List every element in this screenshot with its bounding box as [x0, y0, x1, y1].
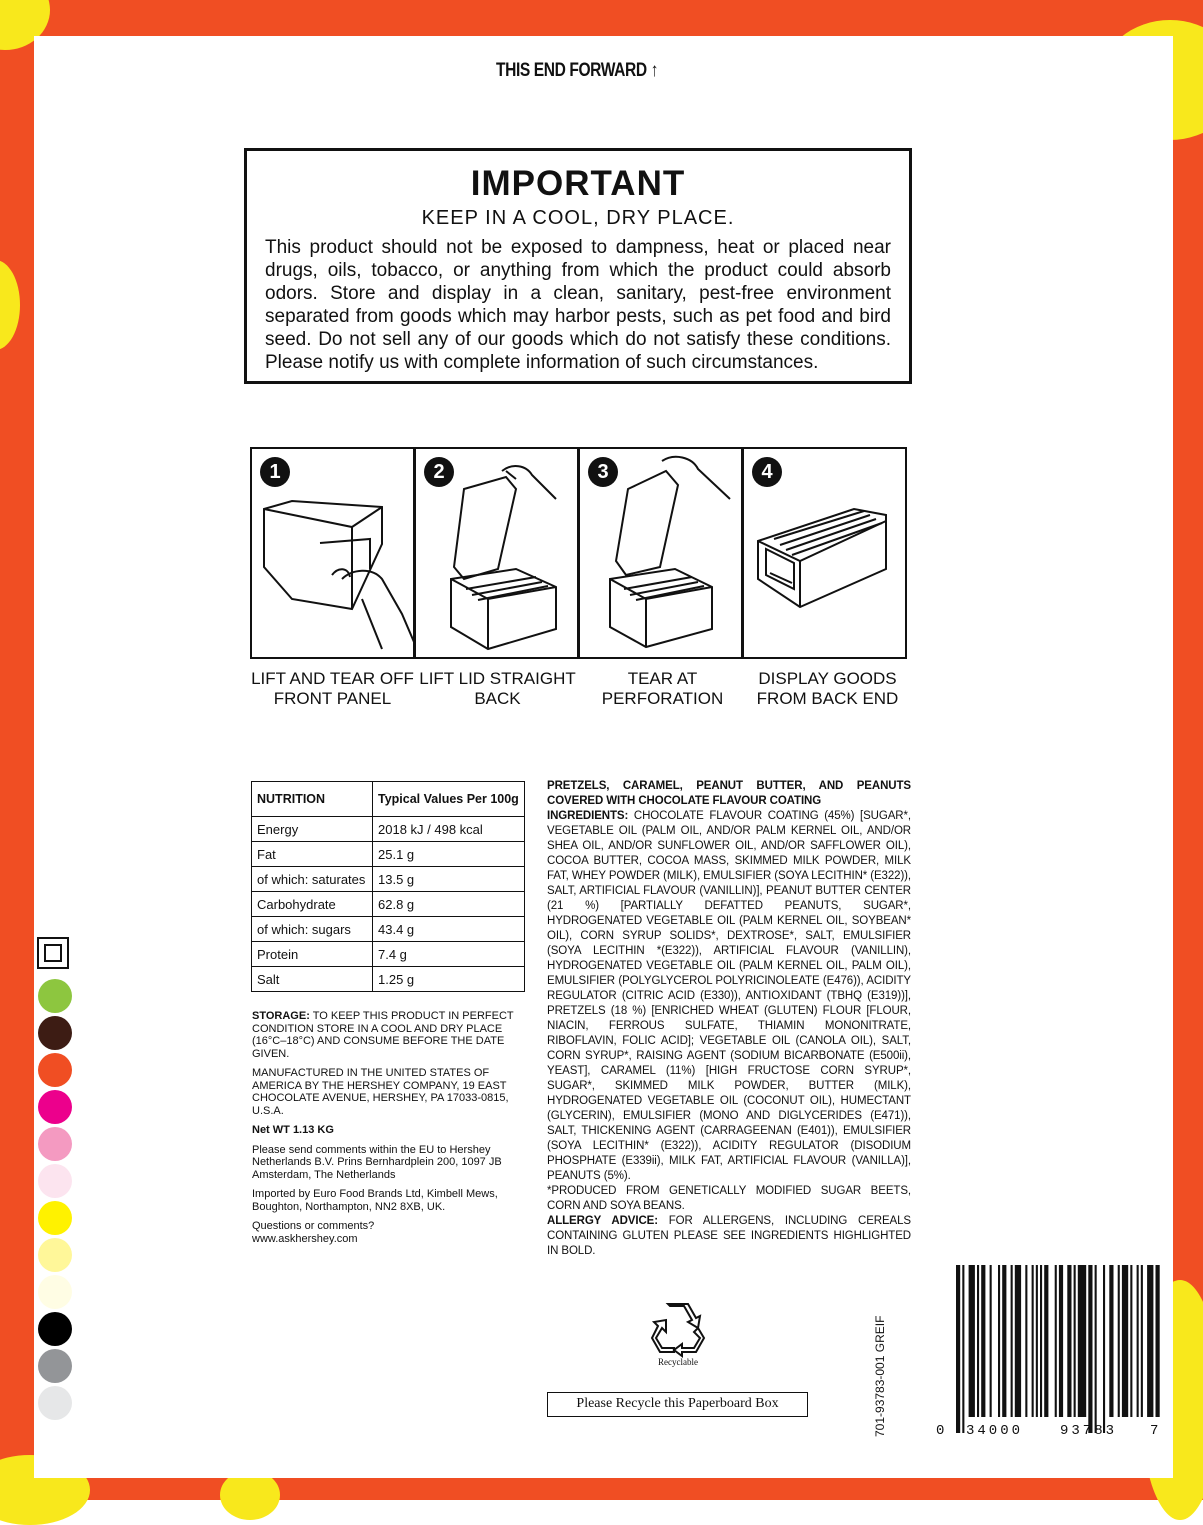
- step-label: LIFT AND TEAR OFF FRONT PANEL: [251, 669, 414, 708]
- color-swatch: [38, 1312, 72, 1346]
- vertical-code: [870, 1260, 890, 1440]
- registration-mark: [37, 937, 69, 969]
- lift-lid-illustration: [416, 449, 581, 661]
- barcode-bar: [1025, 1265, 1027, 1417]
- nutrient-name: Fat: [252, 842, 373, 867]
- nutrient-name: Salt: [252, 967, 373, 992]
- importer-note: Imported by Euro Food Brands Ltd, Kimbell Mews, Boughton, Northampton, NN2 8XB, UK.: [252, 1188, 498, 1213]
- website-link[interactable]: www.askhershey.com: [252, 1232, 358, 1245]
- nutrition-table: [251, 781, 525, 992]
- step-labels: [250, 669, 912, 709]
- arrow-up-icon: ↑: [650, 60, 658, 81]
- nutrient-value: 1.25 g: [373, 967, 525, 992]
- barcode: [938, 1265, 1160, 1435]
- important-title: IMPORTANT: [470, 164, 686, 203]
- allergy-label: ALLERGY ADVICE:: [547, 1215, 658, 1227]
- gm-note: *PRODUCED FROM GENETICALLY MODIFIED SUGAR BEETS, CORN AND SOYA BEANS.: [547, 1185, 911, 1212]
- barcode-bar: [1044, 1265, 1048, 1417]
- barcode-bar: [1055, 1265, 1057, 1417]
- recyclable-label: Recyclable: [658, 1357, 698, 1367]
- barcode-bar: [1002, 1265, 1006, 1417]
- barcode-bar: [1067, 1265, 1071, 1417]
- barcode-bar: [1109, 1265, 1113, 1417]
- nutrient-value: 13.5 g: [373, 867, 525, 892]
- display-goods-illustration: [744, 449, 909, 661]
- barcode-right-digits: 93783: [1060, 1423, 1118, 1439]
- color-swatch: [38, 1275, 72, 1309]
- nutrient-value: 25.1 g: [373, 842, 525, 867]
- step-1-panel: [250, 447, 415, 659]
- nutrient-value: 62.8 g: [373, 892, 525, 917]
- table-row: [252, 967, 525, 992]
- table-header-row: [252, 782, 525, 817]
- color-swatch: [38, 1053, 72, 1087]
- net-weight: Net WT 1.13 KG: [252, 1124, 334, 1136]
- barcode-bar: [1011, 1265, 1013, 1417]
- border-right: [1173, 0, 1203, 1500]
- product-code: 701-93783-001 GREIF: [873, 1315, 887, 1437]
- barcode-bar: [977, 1265, 979, 1417]
- barcode-left-digits: 34000: [966, 1423, 1024, 1439]
- step-label: LIFT LID STRAIGHT BACK: [419, 669, 576, 708]
- barcode-bar: [1147, 1265, 1153, 1417]
- table-row: [252, 842, 525, 867]
- barcode-first-digit: 0: [936, 1423, 945, 1439]
- important-notice: [244, 148, 912, 384]
- barcode-bar: [1095, 1265, 1097, 1433]
- color-swatch: [38, 1164, 72, 1198]
- ingredients-list: CHOCOLATE FLAVOUR COATING (45%) [SUGAR*, VEGETABLE OIL (PALM OIL, AND/OR PALM KERNEL OIL, AND/OR SHEA OIL, AND/OR SUNFLOWER OIL, AND/OR SAFFLOWER OIL), COCOA BUTTER, COCOA MASS, SKIMMED MILK POWDER, MILK FAT, WHEY POWDER (MILK), EMULSIFIER (SOYA LECITHIN* (E322)), SALT, ARTIFICIAL FLAVOUR (VANILLIN)], PEANUT BUTTER CENTER (21 %) [PARTIALLY DEFATTED PEANUTS, SUGAR*, HYDROGENATED VEGETABLE OIL (PALM KERNEL OIL, SOYBEAN* OIL), CORN SYRUP SOLIDS*, DEXTROSE*, SALT, EMULSIFIER (SOYA LECITHIN *(E322)), ARTIFICIAL FLAVOUR (VANILLIN), HYDROGENATED VEGETABLE OIL (PALM KERNEL OIL, PALM OIL), EMULSIFIER (POLYGLYCEROL POLYRICINOLEATE (E476)), ACIDITY REGULATOR (CITRIC ACID (E330)), ANTIOXIDANT (TBHQ (E319))], PRETZELS (18 %) [ENRICHED WHEAT (GLUTEN) FLOUR [FLOUR, NIACIN, FERROUS SULFATE, THIAMIN MONONITRATE, RIBOFLAVIN, FOLIC ACID]; VEGETABLE OIL (CANOLA OIL), SALT, CORN SYRUP*, RAISING AGENT (SODIUM BICARBONATE (E500ii), YEAST], CARAMEL (11%) [HIGH FRUCTOSE CORN SYRUP*, SUGAR*, SKIMMED MILK POWDER, BUTTER (MILK), HYDROGENATED VEGETABLE OIL (COCONUT OIL), HUMECTANT (GLYCERIN), EMULSIFIER (MONO AND DIGLYCERIDES (E471)), SALT, THICKENING AGENT (CARRAGEENAN (E401)), EMULSIFIER (SOYA LECITHIN* (E322)), ACIDITY REGULATOR (DISODIUM PHOSPHATE (E339ii), MILK FAT, ARTIFICIAL FLAVOUR (VANILLA)], PEANUTS (5%).: [547, 810, 911, 1182]
- table-row: [252, 867, 525, 892]
- barcode-bar: [1156, 1265, 1160, 1417]
- color-swatch: [38, 1349, 72, 1383]
- tear-perforation-illustration: [580, 449, 745, 661]
- table-row: [252, 942, 525, 967]
- step-3-panel: [578, 447, 743, 659]
- barcode-check-digit: 7: [1150, 1423, 1159, 1439]
- nutrient-name: Carbohydrate: [252, 892, 373, 917]
- nutrient-value: 2018 kJ / 498 kcal: [373, 817, 525, 842]
- step-2-panel: [414, 447, 579, 659]
- step-number: 2: [424, 457, 454, 487]
- table-header-cell: NUTRITION: [252, 782, 373, 817]
- nutrient-name: Energy: [252, 817, 373, 842]
- barcode-bar: [1036, 1265, 1038, 1417]
- important-body: This product should not be exposed to dampness, heat or placed near drugs, oils, tobacco, or anything from which the product could absorb odors. Store and display in a clean, sanitary, pest-free environment separated from goods which may harbor pests, such as pet food and bird seed. Do not sell any of our goods which do not satisfy these conditions. Please notify us with complete information of such circumstances.: [265, 237, 891, 373]
- step-number: 1: [260, 457, 290, 487]
- barcode-bar: [1074, 1265, 1076, 1417]
- table-row: [252, 892, 525, 917]
- nutrient-value: 43.4 g: [373, 917, 525, 942]
- color-swatch: [38, 1386, 72, 1420]
- barcode-bar: [1015, 1265, 1021, 1417]
- storage-text: TO KEEP THIS PRODUCT IN PERFECT CONDITION STORE IN A COOL AND DRY PLACE (16°C–18°C) AND CONSUME BEFORE THE DATE GIVEN.: [252, 1010, 514, 1060]
- barcode-digits: [936, 1423, 1164, 1443]
- important-subtitle: KEEP IN A COOL, DRY PLACE.: [421, 207, 735, 229]
- barcode-bar: [1103, 1265, 1105, 1433]
- barcode-bar: [1137, 1265, 1139, 1417]
- barcode-bar: [1088, 1265, 1092, 1433]
- barcode-bar: [998, 1265, 1000, 1417]
- recycle-icon: [648, 1298, 706, 1358]
- allergy-advice: [547, 1214, 911, 1259]
- barcode-bar: [956, 1265, 960, 1433]
- color-swatch: [38, 1201, 72, 1235]
- step-label: TEAR AT PERFORATION: [601, 669, 724, 708]
- storage-note: [252, 1010, 514, 1060]
- step-number: 4: [752, 457, 782, 487]
- nutrient-name: Protein: [252, 942, 373, 967]
- ingredients-text: [547, 809, 911, 1184]
- color-swatch: [38, 1016, 72, 1050]
- table-row: [252, 917, 525, 942]
- nutrient-name: of which: saturates: [252, 867, 373, 892]
- border-top: [0, 0, 1203, 36]
- barcode-bar: [1122, 1265, 1128, 1417]
- barcode-bar: [1032, 1265, 1034, 1417]
- color-swatch: [38, 1090, 72, 1124]
- forward-text: THIS END FORWARD: [496, 60, 647, 81]
- left-notes: [252, 1010, 514, 1252]
- allergy-text: FOR ALLERGENS, INCLUDING CEREALS CONTAINING GLUTEN PLEASE SEE INGREDIENTS HIGHLIGHTED IN BOLD.: [547, 1215, 911, 1257]
- storage-label: STORAGE:: [252, 1010, 310, 1022]
- product-description: PRETZELS, CARAMEL, PEANUT BUTTER, AND PEANUTS COVERED WITH CHOCOLATE FLAVOUR COATING: [547, 780, 911, 807]
- ingredients-block: [547, 779, 911, 1259]
- color-swatch: [38, 979, 72, 1013]
- opening-steps: [250, 447, 912, 659]
- barcode-bar: [1141, 1265, 1143, 1417]
- ingredients-label: INGREDIENTS:: [547, 810, 629, 822]
- barcode-bar: [1130, 1265, 1132, 1417]
- questions-text: Questions or comments?: [252, 1220, 375, 1232]
- barcode-bar: [990, 1265, 992, 1417]
- barcode-bar: [969, 1265, 975, 1417]
- barcode-bar: [981, 1265, 985, 1417]
- barcode-bar: [962, 1265, 964, 1433]
- manufacturer-note: MANUFACTURED IN THE UNITED STATES OF AMERICA BY THE HERSHEY COMPANY, 19 EAST CHOCOLATE AVENUE, HERSHEY, PA 17033-0815, U.S.A.: [252, 1067, 509, 1117]
- table-row: [252, 817, 525, 842]
- step-4-panel: [742, 447, 907, 659]
- nutrient-name: of which: sugars: [252, 917, 373, 942]
- border-bottom: [0, 1478, 1203, 1500]
- border-left: [0, 0, 34, 1500]
- color-swatch: [38, 1127, 72, 1161]
- table-header-cell: Typical Values Per 100g: [373, 782, 525, 817]
- this-end-forward: [496, 60, 658, 82]
- barcode-bar: [1040, 1265, 1042, 1417]
- step-label: DISPLAY GOODS FROM BACK END: [756, 669, 899, 708]
- barcode-bar: [1118, 1265, 1120, 1417]
- recycle-message: Please Recycle this Paperboard Box: [547, 1392, 808, 1417]
- nutrient-value: 7.4 g: [373, 942, 525, 967]
- color-swatch: [38, 1238, 72, 1272]
- barcode-bar: [1078, 1265, 1086, 1417]
- step-number: 3: [588, 457, 618, 487]
- eu-comments: Please send comments within the EU to Hershey Netherlands B.V. Prins Bernhardplein 200, 1097 JB Amsterdam, The Netherlands: [252, 1143, 502, 1181]
- barcode-bar: [1059, 1265, 1063, 1417]
- tear-front-panel-illustration: [252, 449, 417, 661]
